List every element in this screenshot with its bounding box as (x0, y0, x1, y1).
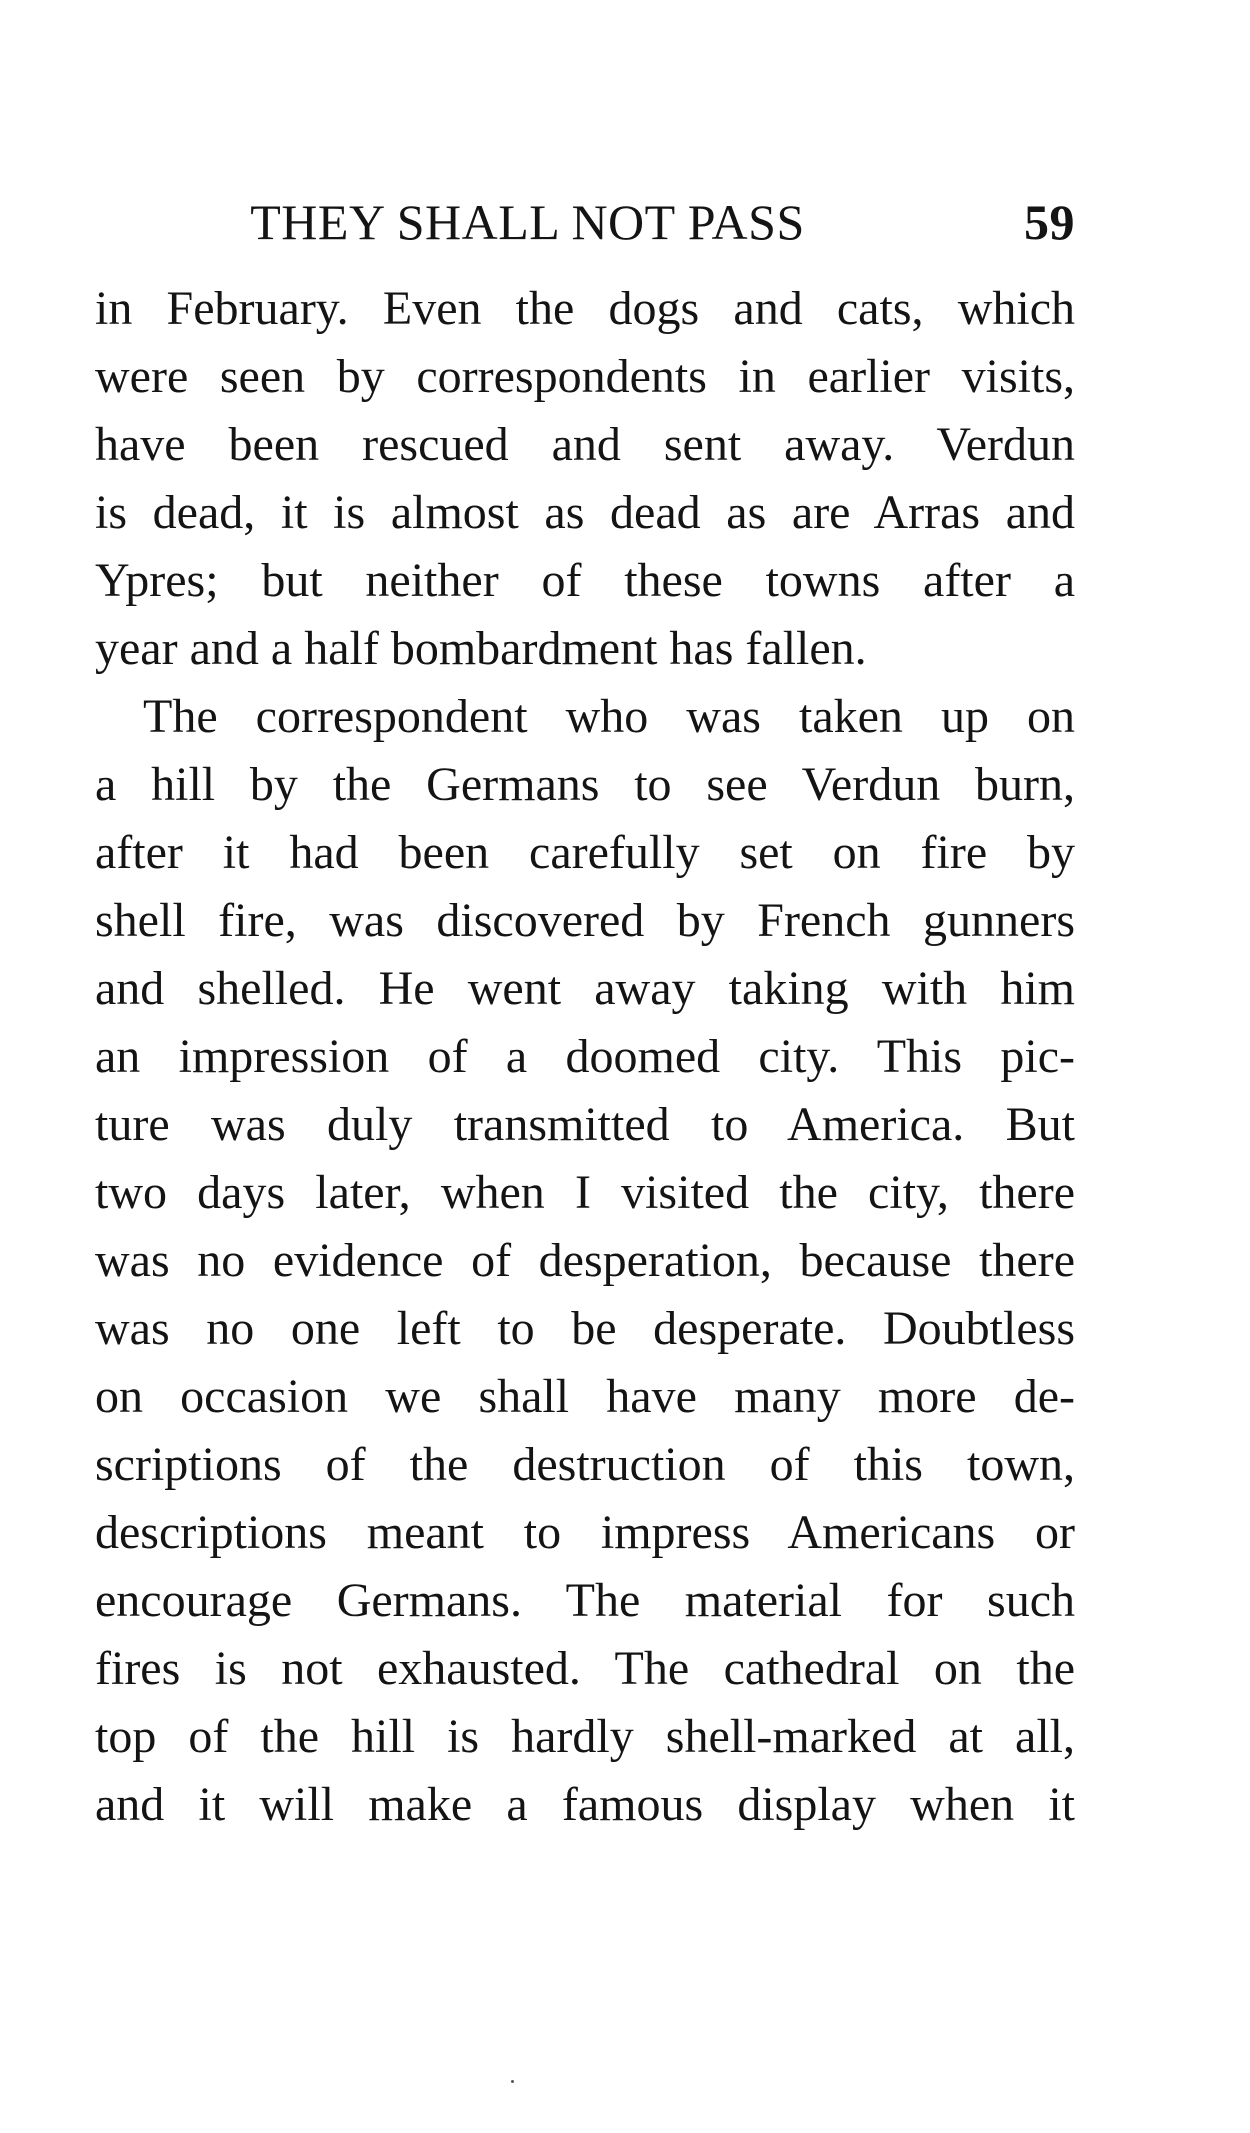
text-line: descriptions meant to impress Americans or (95, 1506, 1075, 1559)
text-line: and it will make a famous display when it (95, 1778, 1075, 1831)
text-line: year and a half bombardment has fallen. (95, 622, 867, 675)
text-line: two days later, when I visited the city, there (95, 1166, 1075, 1219)
text-line: is dead, it is almost as dead as are Arras and (95, 486, 1075, 539)
running-head (95, 190, 1075, 254)
text-line: was no evidence of desperation, because there (95, 1234, 1075, 1287)
text-line: ture was duly transmitted to America. But (95, 1098, 1075, 1151)
text-line: were seen by correspondents in earlier visits, (95, 350, 1075, 403)
text-line: encourage Germans. The material for such (95, 1574, 1075, 1627)
text-line: have been rescued and sent away. Verdun (95, 418, 1075, 471)
text-line: shell fire, was discovered by French gunners (95, 894, 1075, 947)
text-line: a hill by the Germans to see Verdun burn, (95, 758, 1075, 811)
ink-speck (511, 2080, 514, 2083)
text-line: top of the hill is hardly shell-marked at all, (95, 1710, 1075, 1763)
text-line: in February. Even the dogs and cats, which (95, 282, 1075, 335)
text-line: fires is not exhausted. The cathedral on the (95, 1642, 1075, 1695)
paragraph (95, 275, 1075, 683)
text-line: on occasion we shall have many more de- (95, 1370, 1075, 1423)
body-text (95, 275, 1075, 1839)
text-line: was no one left to be desperate. Doubtless (95, 1302, 1075, 1355)
text-line: Ypres; but neither of these towns after a (95, 554, 1075, 607)
text-line: and shelled. He went away taking with him (95, 962, 1075, 1015)
page-number: 59 (1024, 194, 1075, 250)
paragraph (95, 683, 1075, 1839)
text-line: scriptions of the destruction of this town, (95, 1438, 1075, 1491)
running-title: THEY SHALL NOT PASS (250, 194, 805, 250)
text-line: an impression of a doomed city. This pic- (95, 1030, 1075, 1083)
text-line: after it had been carefully set on fire by (95, 826, 1075, 879)
text-line: The correspondent who was taken up on (143, 690, 1075, 743)
